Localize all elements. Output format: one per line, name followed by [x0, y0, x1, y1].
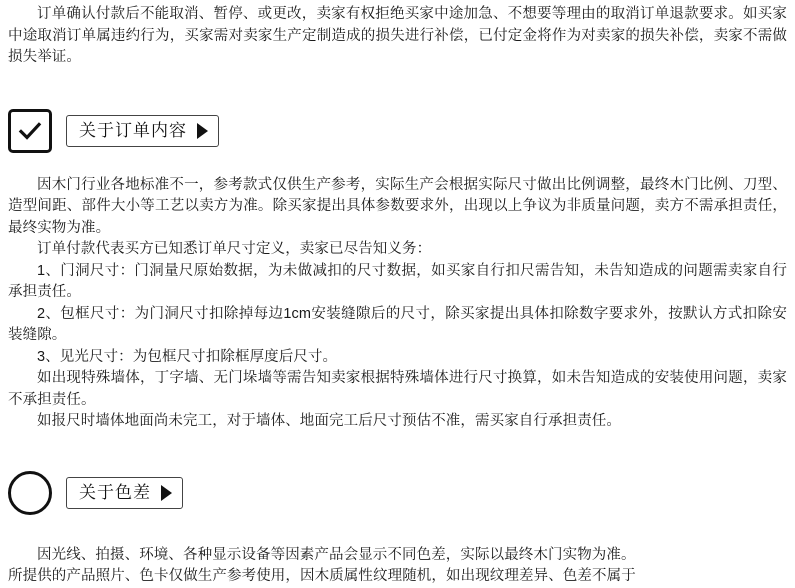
expand-triangle-icon[interactable] — [197, 123, 208, 139]
paragraph: 3、见光尺寸：为包框尺寸扣除框厚度后尺寸。 — [37, 348, 338, 365]
section-title-pill[interactable] — [66, 115, 219, 147]
section-body-order-content — [8, 175, 787, 433]
section-title-pill[interactable] — [66, 477, 183, 509]
paragraph: 因木门行业各地标准不一，参考款式仅供生产参考，实际生产会根据实际尺寸做出比例调整，最终木门比例、刀型、造型间距、部件大小等工艺以卖方为准。除买家提出具体参数要求外，出现以上争议为非质量问题，卖方不需承担责任，最终实物为准。 — [8, 176, 787, 236]
paragraph: 2、包框尺寸：为门洞尺寸扣除掉每边1cm安装缝隙后的尺寸，除买家提出具体扣除数字要求外，按默认方式扣除安装缝隙。 — [8, 305, 787, 343]
section-title-text: 关于色差 — [79, 482, 151, 502]
section-title-text: 关于订单内容 — [79, 120, 187, 140]
paragraph: 订单付款代表买方已知悉订单尺寸定义，卖家已尽告知义务： — [37, 241, 432, 257]
checkbox-checked-icon — [8, 109, 52, 153]
intro-block — [8, 0, 787, 69]
paragraph: 订单确认付款后不能取消、暂停、或更改，卖家有权拒绝买家中途加急、不想要等理由的取消订单退款要求。如买家中途取消订单属违约行为，买家需对卖家生产定制造成的损失进行补偿，已付定金将作为对卖家的损失补偿，卖家不需做损失举证。 — [8, 6, 787, 65]
section-header-color-difference — [8, 471, 787, 515]
paragraph: 如出现特殊墙体，丁字墙、无门垛墙等需告知卖家根据特殊墙体进行尺寸换算，如未告知造成的安装使用问题，卖家不承担责任。 — [8, 370, 787, 408]
paragraph: 因光线、拍摄、环境、各种显示设备等因素产品会显示不同色差，实际以最终木门实物为准。 — [37, 546, 636, 563]
paragraph: 如报尺时墙体地面尚未完工，对于墙体、地面完工后尺寸预估不准，需买家自行承担责任。 — [37, 413, 621, 429]
circle-outline-icon — [8, 471, 52, 515]
paragraph-clipped — [8, 566, 787, 588]
section-header-order-content — [8, 109, 787, 153]
paragraph: 1、门洞尺寸：门洞量尺原始数据，为未做减扣的尺寸数据，如买家自行扣尺需告知，未告知造成的问题需卖家自行承担责任。 — [8, 262, 787, 300]
section-body-color-difference — [8, 545, 787, 588]
expand-triangle-icon[interactable] — [161, 485, 172, 501]
paragraph: 所提供的产品照片、色卡仅做生产参考使用，因木质属性纹理随机，如出现纹理差异、色差不属于 — [8, 568, 636, 584]
